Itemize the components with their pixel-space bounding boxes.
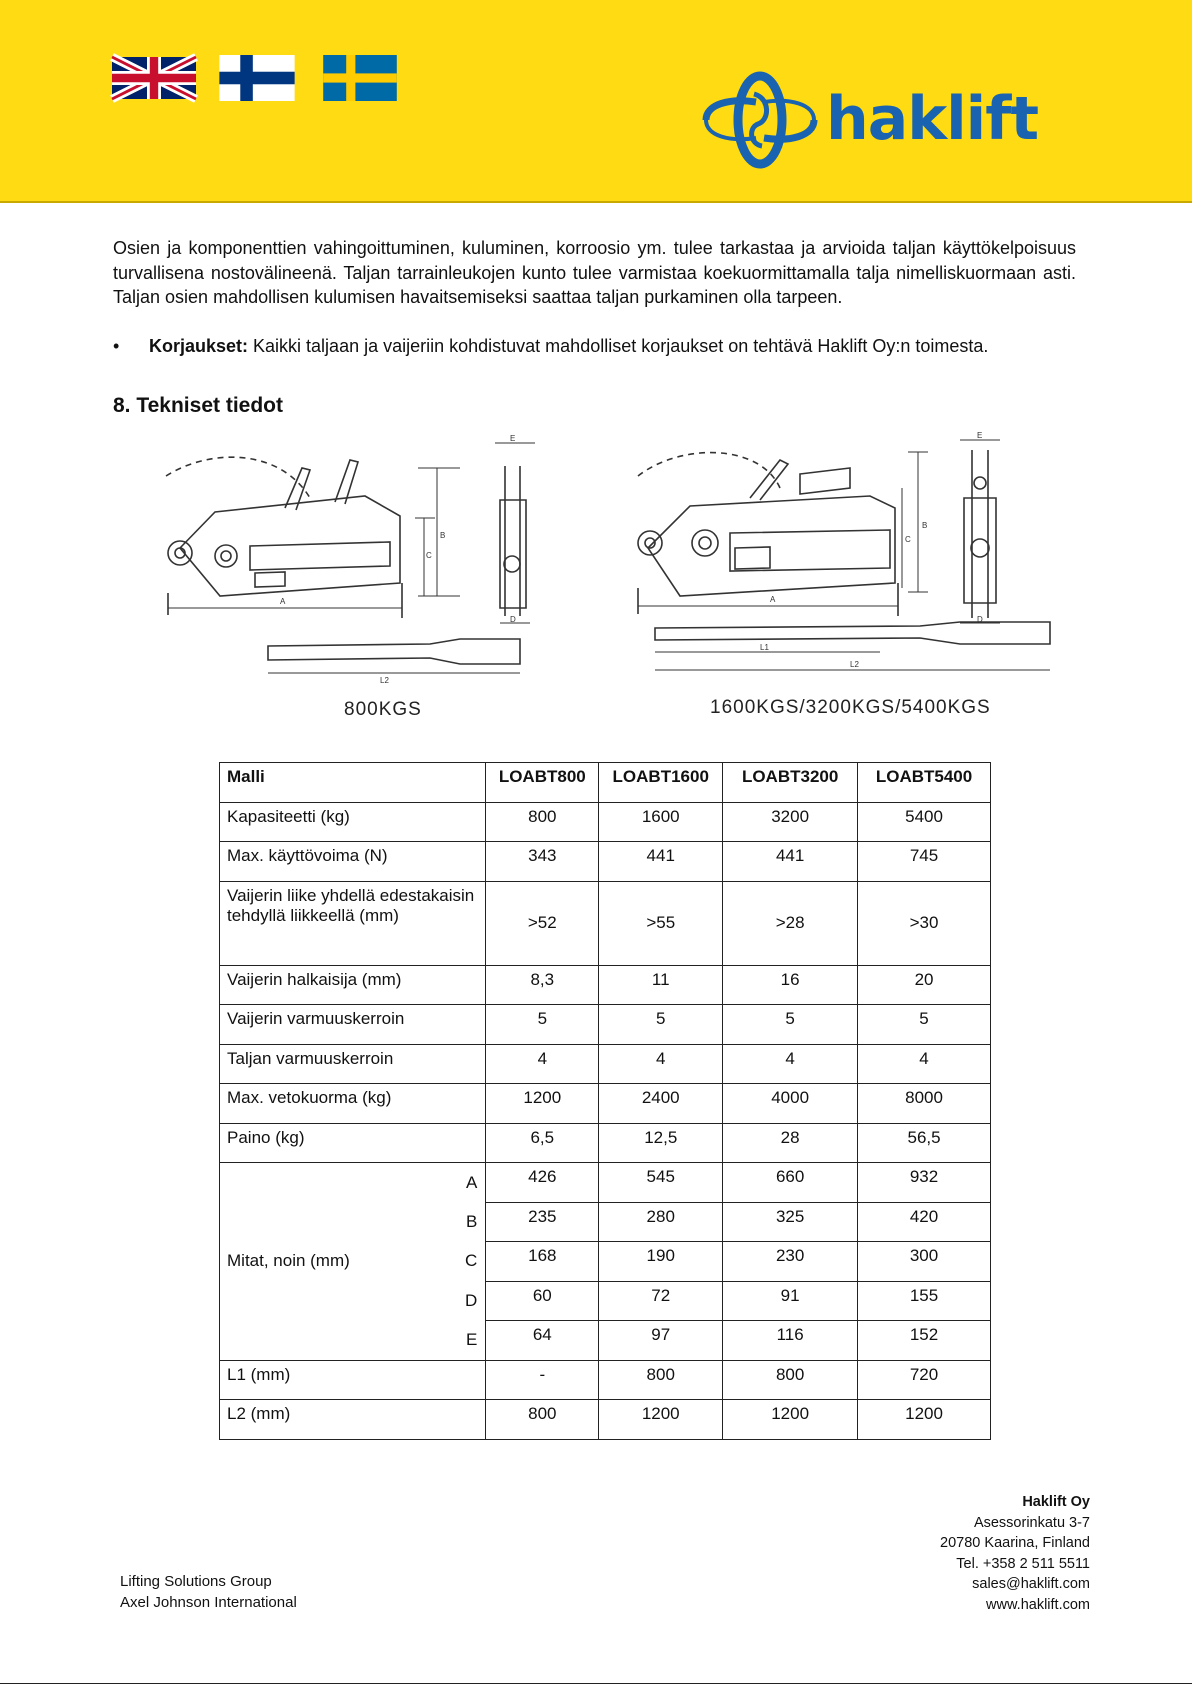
label-l1-right: L1 xyxy=(760,643,769,652)
dimension-value-cell: 300 xyxy=(858,1242,991,1282)
dimension-value-cell: 420 xyxy=(858,1202,991,1242)
row-label-cell: Paino (kg) xyxy=(220,1123,486,1163)
row-label-cell: Vaijerin varmuuskerroin xyxy=(220,1005,486,1045)
row-value-cell: 343 xyxy=(486,842,599,882)
row-value-cell: >55 xyxy=(599,881,723,965)
header-label-cell: Malli xyxy=(220,763,486,803)
row-value-cell: 1200 xyxy=(723,1400,858,1440)
table-row xyxy=(220,1360,991,1400)
label-c-left: C xyxy=(426,551,432,560)
dimension-letter: C xyxy=(465,1251,478,1271)
row-value-cell: 800 xyxy=(723,1360,858,1400)
table-row xyxy=(220,802,991,842)
bullet-content xyxy=(149,334,988,358)
row-value-cell: 8,3 xyxy=(486,965,599,1005)
dimension-value-cell: 545 xyxy=(599,1163,723,1203)
row-value-cell: 16 xyxy=(723,965,858,1005)
label-d-left: D xyxy=(510,615,516,624)
email-link[interactable]: sales@haklift.com xyxy=(972,1576,1090,1592)
label-a-left: A xyxy=(280,597,286,606)
header-model-cell: LOABT5400 xyxy=(858,763,991,803)
row-label-cell: Max. vetokuorma (kg) xyxy=(220,1084,486,1124)
row-value-cell: 1200 xyxy=(486,1084,599,1124)
sweden-flag-icon[interactable] xyxy=(318,55,402,101)
bullet-label: Korjaukset: xyxy=(149,336,249,356)
row-value-cell: 1200 xyxy=(599,1400,723,1440)
address-street: Asessorinkatu 3-7 xyxy=(973,1514,1090,1531)
row-value-cell: >52 xyxy=(486,881,599,965)
repairs-bullet xyxy=(113,334,1098,358)
row-value-cell: 800 xyxy=(599,1360,723,1400)
label-b-right: B xyxy=(922,521,928,530)
dimension-value-cell: 190 xyxy=(599,1242,723,1282)
row-value-cell: 745 xyxy=(858,842,991,882)
row-value-cell: 3200 xyxy=(723,802,858,842)
uk-flag-icon[interactable] xyxy=(112,55,196,101)
page-header xyxy=(0,0,1192,203)
footer-group-line: Lifting Solutions Group xyxy=(120,1573,272,1590)
row-value-cell: 441 xyxy=(599,842,723,882)
dimension-letter: E xyxy=(465,1329,478,1349)
dimension-row xyxy=(220,1163,991,1203)
row-label-cell: L2 (mm) xyxy=(220,1400,486,1440)
language-flags xyxy=(112,55,402,101)
dimension-letter: A xyxy=(465,1172,478,1192)
intro-paragraph: Osien ja komponenttien vahingoittuminen, kuluminen, korroosio ym. tulee tarkastaa ja arvioida taljan käyttökelpoisuus turvallisena nostovälineenä. Taljan tarrainleukojen kunto tulee varmistaa koekuormittamalla talja nimelliskuormaan asti. Taljan osien mahdollisen kulumisen havaitsemiseksi saattaa taljan purkaminen olla tarpeen. xyxy=(113,238,1076,307)
address-city: 20780 Kaarina, Finland xyxy=(940,1535,1090,1551)
dimension-value-cell: 168 xyxy=(486,1242,599,1282)
footer-group xyxy=(120,1572,297,1613)
haklift-hook-icon xyxy=(700,64,820,176)
row-value-cell: 800 xyxy=(486,802,599,842)
bottom-rule xyxy=(0,1683,1192,1684)
dimensions-label-cell xyxy=(220,1163,486,1361)
dimension-value-cell: 116 xyxy=(723,1321,858,1361)
dimension-value-cell: 660 xyxy=(723,1163,858,1203)
dimension-value-cell: 72 xyxy=(599,1281,723,1321)
row-value-cell: 4 xyxy=(599,1044,723,1084)
dimension-letters xyxy=(465,1163,477,1360)
caption-1600-5400kgs: 1600KGS/3200KGS/5400KGS xyxy=(710,697,991,718)
table-row xyxy=(220,881,991,965)
hoist-1600-end-view xyxy=(960,440,1000,623)
row-value-cell: 5 xyxy=(599,1005,723,1045)
row-label-cell: Max. käyttövoima (N) xyxy=(220,842,486,882)
row-value-cell: >30 xyxy=(858,881,991,965)
dimension-value-cell: 152 xyxy=(858,1321,991,1361)
row-value-cell: 1600 xyxy=(599,802,723,842)
label-d-right: D xyxy=(977,615,983,624)
dimension-value-cell: 280 xyxy=(599,1202,723,1242)
dimension-value-cell: 60 xyxy=(486,1281,599,1321)
spec-table xyxy=(219,762,991,1440)
dimension-value-cell: 325 xyxy=(723,1202,858,1242)
header-model-cell: LOABT800 xyxy=(486,763,599,803)
hoist-800-end-view xyxy=(495,443,535,623)
label-a-right: A xyxy=(770,595,776,604)
row-value-cell: 12,5 xyxy=(599,1123,723,1163)
row-value-cell: 5 xyxy=(486,1005,599,1045)
table-row xyxy=(220,1123,991,1163)
section-title: 8. Tekniset tiedot xyxy=(113,394,283,417)
header-model-cell: LOABT1600 xyxy=(599,763,723,803)
dimension-value-cell: 230 xyxy=(723,1242,858,1282)
row-label-cell: Vaijerin halkaisija (mm) xyxy=(220,965,486,1005)
haklift-wordmark: haklift xyxy=(826,84,1039,154)
header-model-cell: LOABT3200 xyxy=(723,763,858,803)
hoist-technical-drawings xyxy=(160,431,1060,728)
row-value-cell: 4 xyxy=(858,1044,991,1084)
dimension-letter: B xyxy=(465,1211,478,1231)
label-b-left: B xyxy=(440,531,446,540)
table-header-row xyxy=(220,763,991,803)
company-name: Haklift Oy xyxy=(1022,1494,1090,1510)
dimension-value-cell: 64 xyxy=(486,1321,599,1361)
row-value-cell: 5 xyxy=(723,1005,858,1045)
hoist-1600-side-view xyxy=(638,452,928,616)
row-value-cell: 6,5 xyxy=(486,1123,599,1163)
row-label-cell: Vaijerin liike yhdellä edestakaisin tehdyllä liikkeellä (mm) xyxy=(220,881,486,965)
table-row xyxy=(220,1044,991,1084)
row-value-cell: - xyxy=(486,1360,599,1400)
label-e-right: E xyxy=(977,431,983,440)
row-value-cell: 1200 xyxy=(858,1400,991,1440)
dimension-value-cell: 235 xyxy=(486,1202,599,1242)
row-label-cell: Taljan varmuuskerroin xyxy=(220,1044,486,1084)
row-value-cell: 800 xyxy=(486,1400,599,1440)
dimension-value-cell: 97 xyxy=(599,1321,723,1361)
label-e-left: E xyxy=(510,434,516,443)
website-link[interactable]: www.haklift.com xyxy=(986,1596,1090,1613)
row-value-cell: 8000 xyxy=(858,1084,991,1124)
finland-flag-icon[interactable] xyxy=(215,55,299,101)
footer-group-line: Axel Johnson International xyxy=(120,1593,297,1611)
row-value-cell: 5 xyxy=(858,1005,991,1045)
dimension-letter: D xyxy=(465,1290,478,1310)
table-row xyxy=(220,965,991,1005)
row-label-cell: Kapasiteetti (kg) xyxy=(220,802,486,842)
dimension-value-cell: 155 xyxy=(858,1281,991,1321)
label-c-right: C xyxy=(905,535,911,544)
dimension-value-cell: 91 xyxy=(723,1281,858,1321)
row-value-cell: 56,5 xyxy=(858,1123,991,1163)
label-l2-left: L2 xyxy=(380,676,389,685)
label-l2-right: L2 xyxy=(850,660,859,669)
dimensions-label: Mitat, noin (mm) xyxy=(227,1251,350,1271)
table-row xyxy=(220,1005,991,1045)
phone: Tel. +358 2 511 5511 xyxy=(956,1555,1090,1572)
row-value-cell: 4 xyxy=(486,1044,599,1084)
row-value-cell: 11 xyxy=(599,965,723,1005)
caption-800kgs: 800KGS xyxy=(344,699,422,720)
table-row xyxy=(220,1400,991,1440)
row-value-cell: 28 xyxy=(723,1123,858,1163)
hoist-800-side-view xyxy=(166,457,460,618)
row-value-cell: >28 xyxy=(723,881,858,965)
row-value-cell: 720 xyxy=(858,1360,991,1400)
row-value-cell: 4 xyxy=(723,1044,858,1084)
dimension-value-cell: 932 xyxy=(858,1163,991,1203)
footer-contact xyxy=(940,1492,1090,1615)
haklift-logo[interactable] xyxy=(700,64,1090,176)
row-value-cell: 2400 xyxy=(599,1084,723,1124)
row-value-cell: 20 xyxy=(858,965,991,1005)
row-value-cell: 441 xyxy=(723,842,858,882)
bullet-dot-icon: • xyxy=(113,336,120,356)
table-row xyxy=(220,1084,991,1124)
hoist-800-handle xyxy=(268,639,520,673)
row-value-cell: 5400 xyxy=(858,802,991,842)
row-label-cell: L1 (mm) xyxy=(220,1360,486,1400)
row-value-cell: 4000 xyxy=(723,1084,858,1124)
bullet-text: Kaikki taljaan ja vaijeriin kohdistuvat mahdolliset korjaukset on tehtävä Haklift Oy:n toimesta. xyxy=(248,336,989,356)
table-row xyxy=(220,842,991,882)
dimension-value-cell: 426 xyxy=(486,1163,599,1203)
